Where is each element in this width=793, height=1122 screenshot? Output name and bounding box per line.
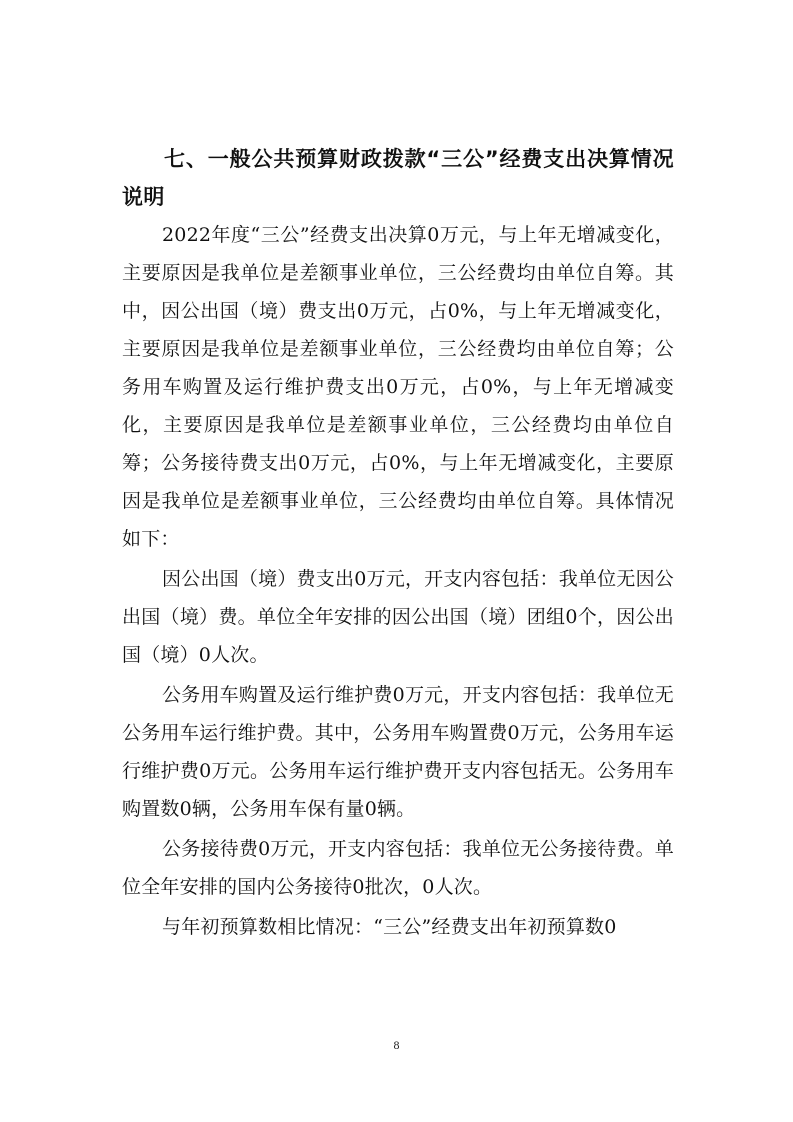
section-heading: 七、一般公共预算财政拨款“三公”经费支出决算情况说明 <box>122 147 674 209</box>
paragraph-official-vehicles: 公务用车购置及运行维护费0万元，开支内容包括：我单位无公务用车运行维护费。其中，公务用车购置费0万元，公务用车运行维护费0万元。公务用车运行维护费开支内容包括无。公务用车购置数0辆，公务用车保有量0辆。 <box>122 684 674 820</box>
page-number: 8 <box>393 1038 400 1052</box>
paragraph-summary: 2022年度“三公”经费支出决算0万元，与上年无增减变化，主要原因是我单位是差额事业单位，三公经费均由单位自筹。其中，因公出国（境）费支出0万元，占0%，与上年无增减变化，主要原因是我单位是差额事业单位，三公经费均由单位自筹；公务用车购置及运行维护费支出0万元，占0%，与上年无增减变化，主要原因是我单位是差额事业单位，三公经费均由单位自筹；公务接待费支出0万元，占0%，与上年无增减变化，主要原因是我单位是差额事业单位，三公经费均由单位自筹。具体情况如下： <box>122 224 674 550</box>
document-body <box>122 140 674 948</box>
paragraph-budget-comparison: 与年初预算数相比情况：“三公”经费支出年初预算数0 <box>162 916 617 938</box>
paragraph-overseas-travel: 因公出国（境）费支出0万元，开支内容包括：我单位无因公出国（境）费。单位全年安排的因公出国（境）团组0个，因公出国（境）0人次。 <box>122 568 674 666</box>
paragraph-official-reception: 公务接待费0万元，开支内容包括：我单位无公务接待费。单位全年安排的国内公务接待0批次，0人次。 <box>122 838 674 898</box>
